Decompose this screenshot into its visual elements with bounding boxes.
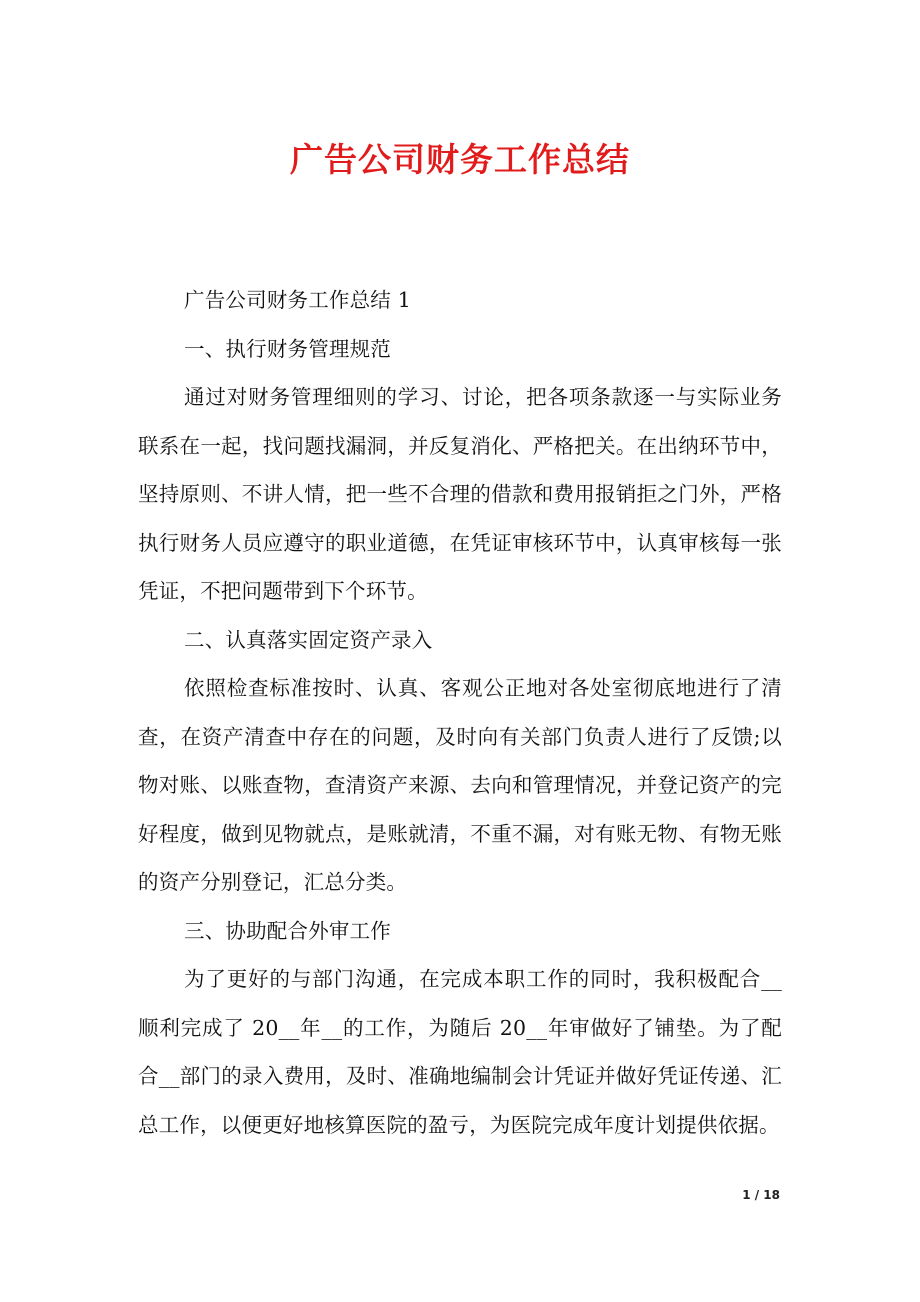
body-paragraph: 通过对财务管理细则的学习、讨论，把各项条款逐一与实际业务联系在一起，找问题找漏洞，并反复消化、严格把关。在出纳环节中，坚持原则、不讲人情，把一些不合理的借款和费用报销拒之门外，严格执行财务人员应遵守的职业道德，在凭证审核环节中，认真审核每一张凭证，不把问题带到下个环节。 — [138, 385, 782, 603]
body-paragraph: 依照检查标准按时、认真、客观公正地对各处室彻底地进行了清查，在资产清查中存在的问题，及时向有关部门负责人进行了反馈;以物对账、以账查物，查清资产来源、去向和管理情况，并登记资产的完好程度，做到见物就点，是账就清，不重不漏，对有账无物、有物无账的资产分别登记，汇总分类。 — [138, 676, 782, 894]
body-paragraph: 为了更好的与部门沟通，在完成本职工作的同时，我积极配合__顺利完成了 20__年__的工作，为随后 20__年审做好了铺垫。为了配合__部门的录入费用，及时、准确地编制会计凭证并做好凭证传递、汇总工作，以便更好地核算医院的盈亏，为医院完成年度计划提供依据。 — [138, 967, 782, 1137]
document-title: 广告公司财务工作总结 — [290, 140, 630, 179]
section-heading: 广告公司财务工作总结 1 — [184, 288, 411, 312]
page-indicator: 1 / 18 — [742, 1188, 780, 1202]
section-heading: 一、执行财务管理规范 — [184, 336, 391, 361]
document-body — [138, 276, 782, 1149]
section-heading: 三、协助配合外审工作 — [184, 918, 391, 943]
section-heading: 二、认真落实固定资产录入 — [184, 627, 433, 652]
